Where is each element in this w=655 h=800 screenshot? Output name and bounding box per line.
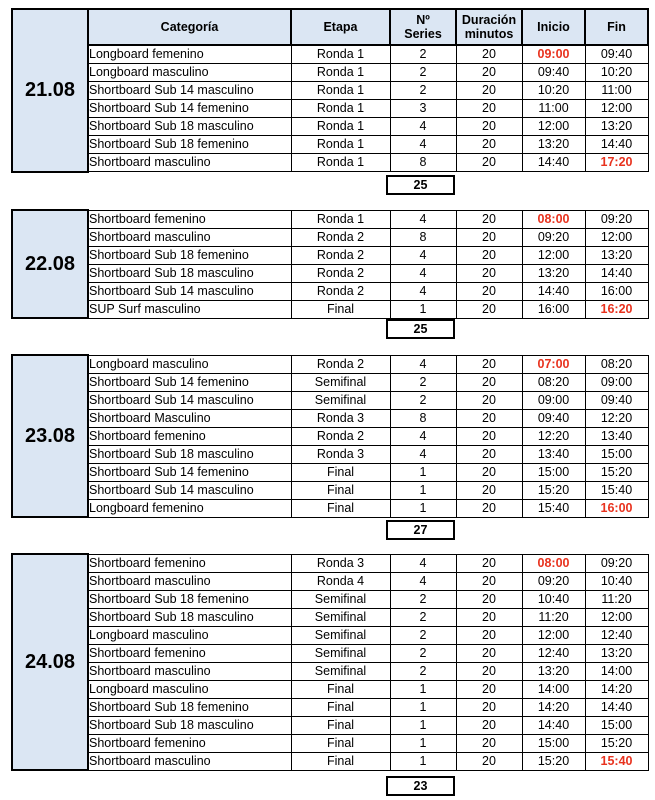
start-time-cell: 09:00 (522, 45, 585, 64)
series-cell: 2 (390, 644, 456, 662)
category-cell: Shortboard Sub 14 femenino (88, 463, 291, 481)
end-time-cell: 13:20 (585, 118, 648, 136)
start-time-cell: 15:20 (522, 752, 585, 770)
end-time-cell: 15:00 (585, 716, 648, 734)
end-time-cell: 16:00 (585, 282, 648, 300)
day-block (11, 8, 647, 173)
category-cell: Shortboard Sub 18 femenino (88, 590, 291, 608)
header-categoria (88, 9, 291, 45)
table-row (12, 608, 648, 626)
duration-cell: 20 (456, 409, 522, 427)
stage-cell: Ronda 1 (291, 64, 390, 82)
end-time-cell: 15:40 (585, 752, 648, 770)
table-row (12, 300, 648, 318)
duration-cell: 20 (456, 64, 522, 82)
table-row (12, 391, 648, 409)
start-time-cell: 14:00 (522, 680, 585, 698)
end-time-cell: 12:00 (585, 100, 648, 118)
stage-cell: Semifinal (291, 662, 390, 680)
stage-cell: Ronda 1 (291, 136, 390, 154)
header-etapa-text: Etapa (323, 20, 358, 34)
category-cell: Shortboard Sub 18 femenino (88, 698, 291, 716)
end-time-cell: 08:20 (585, 355, 648, 373)
table-row (12, 572, 648, 590)
header-series-text: Nº (416, 13, 430, 27)
table-row (12, 626, 648, 644)
stage-cell: Ronda 2 (291, 246, 390, 264)
end-time-cell: 14:40 (585, 264, 648, 282)
day-date: 24.08 (12, 554, 88, 770)
stage-cell: Ronda 3 (291, 409, 390, 427)
table-row (12, 481, 648, 499)
start-time-cell: 15:00 (522, 734, 585, 752)
category-cell: Shortboard Sub 18 femenino (88, 136, 291, 154)
series-cell: 4 (390, 210, 456, 228)
category-cell: Shortboard femenino (88, 554, 291, 572)
stage-cell: Ronda 2 (291, 264, 390, 282)
series-cell: 1 (390, 300, 456, 318)
start-time-cell: 11:20 (522, 608, 585, 626)
duration-cell: 20 (456, 154, 522, 172)
category-cell: Shortboard masculino (88, 228, 291, 246)
category-cell: Shortboard Sub 18 masculino (88, 118, 291, 136)
start-time-cell: 09:20 (522, 572, 585, 590)
category-cell: Shortboard femenino (88, 644, 291, 662)
stage-cell: Final (291, 300, 390, 318)
table-row (12, 644, 648, 662)
duration-cell: 20 (456, 626, 522, 644)
stage-cell: Ronda 1 (291, 210, 390, 228)
table-row (12, 698, 648, 716)
end-time-cell: 15:40 (585, 481, 648, 499)
start-time-cell: 14:40 (522, 716, 585, 734)
series-cell: 8 (390, 409, 456, 427)
category-cell: Shortboard Sub 14 masculino (88, 391, 291, 409)
header-duracion-text: Duración (461, 13, 517, 27)
end-time-cell: 12:00 (585, 608, 648, 626)
header-fin-text: Fin (607, 20, 626, 34)
category-cell: Shortboard Sub 14 femenino (88, 100, 291, 118)
series-cell: 2 (390, 662, 456, 680)
end-time-cell: 09:20 (585, 210, 648, 228)
end-time-cell: 15:20 (585, 463, 648, 481)
series-cell: 4 (390, 264, 456, 282)
table-row (12, 680, 648, 698)
start-time-cell: 12:20 (522, 427, 585, 445)
header-etapa (291, 9, 390, 45)
header-fin (585, 9, 648, 45)
table-row (12, 427, 648, 445)
end-time-cell: 12:40 (585, 626, 648, 644)
stage-cell: Semifinal (291, 608, 390, 626)
series-cell: 1 (390, 680, 456, 698)
category-cell: Shortboard femenino (88, 734, 291, 752)
start-time-cell: 11:00 (522, 100, 585, 118)
start-time-cell: 13:20 (522, 662, 585, 680)
start-time-cell: 15:20 (522, 481, 585, 499)
series-cell: 2 (390, 373, 456, 391)
stage-cell: Ronda 1 (291, 82, 390, 100)
start-time-cell: 12:00 (522, 246, 585, 264)
end-time-cell: 17:20 (585, 154, 648, 172)
duration-cell: 20 (456, 662, 522, 680)
category-cell: Shortboard Masculino (88, 409, 291, 427)
table-row (12, 118, 648, 136)
table-row (12, 100, 648, 118)
table-row (12, 282, 648, 300)
duration-cell: 20 (456, 734, 522, 752)
start-time-cell: 16:00 (522, 300, 585, 318)
duration-cell: 20 (456, 680, 522, 698)
series-total: 25 (386, 175, 455, 195)
end-time-cell: 16:00 (585, 499, 648, 517)
table-row (12, 264, 648, 282)
category-cell: Longboard femenino (88, 45, 291, 64)
table-row (12, 82, 648, 100)
series-cell: 8 (390, 154, 456, 172)
start-time-cell: 08:20 (522, 373, 585, 391)
start-time-cell: 13:20 (522, 264, 585, 282)
category-cell: Shortboard Sub 18 masculino (88, 264, 291, 282)
schedule-table (11, 209, 649, 319)
end-time-cell: 13:40 (585, 427, 648, 445)
day-block (11, 354, 647, 518)
end-time-cell: 11:20 (585, 590, 648, 608)
header-row (12, 9, 648, 45)
stage-cell: Final (291, 716, 390, 734)
start-time-cell: 14:40 (522, 282, 585, 300)
end-time-cell: 10:20 (585, 64, 648, 82)
stage-cell: Semifinal (291, 644, 390, 662)
stage-cell: Final (291, 481, 390, 499)
duration-cell: 20 (456, 572, 522, 590)
duration-cell: 20 (456, 45, 522, 64)
end-time-cell: 09:40 (585, 45, 648, 64)
start-time-cell: 14:20 (522, 698, 585, 716)
duration-cell: 20 (456, 716, 522, 734)
category-cell: Longboard femenino (88, 499, 291, 517)
start-time-cell: 15:40 (522, 499, 585, 517)
start-time-cell: 09:00 (522, 391, 585, 409)
duration-cell: 20 (456, 554, 522, 572)
duration-cell: 20 (456, 463, 522, 481)
start-time-cell: 13:20 (522, 136, 585, 154)
series-cell: 2 (390, 626, 456, 644)
stage-cell: Final (291, 752, 390, 770)
category-cell: Shortboard femenino (88, 210, 291, 228)
duration-cell: 20 (456, 752, 522, 770)
start-time-cell: 13:40 (522, 445, 585, 463)
table-row (12, 210, 648, 228)
table-row (12, 716, 648, 734)
stage-cell: Ronda 1 (291, 118, 390, 136)
series-cell: 4 (390, 554, 456, 572)
end-time-cell: 15:20 (585, 734, 648, 752)
end-time-cell: 16:20 (585, 300, 648, 318)
day-date: 21.08 (12, 9, 88, 172)
stage-cell: Semifinal (291, 626, 390, 644)
category-cell: Shortboard Sub 14 masculino (88, 282, 291, 300)
start-time-cell: 07:00 (522, 355, 585, 373)
start-time-cell: 08:00 (522, 210, 585, 228)
end-time-cell: 14:20 (585, 680, 648, 698)
header-duracion (456, 9, 522, 45)
category-cell: SUP Surf masculino (88, 300, 291, 318)
table-row (12, 463, 648, 481)
end-time-cell: 13:20 (585, 246, 648, 264)
series-cell: 2 (390, 82, 456, 100)
table-row (12, 590, 648, 608)
end-time-cell: 14:00 (585, 662, 648, 680)
category-cell: Shortboard Sub 14 femenino (88, 373, 291, 391)
duration-cell: 20 (456, 136, 522, 154)
series-cell: 1 (390, 698, 456, 716)
end-time-cell: 12:20 (585, 409, 648, 427)
day-date: 23.08 (12, 355, 88, 517)
table-row (12, 752, 648, 770)
table-row (12, 45, 648, 64)
stage-cell: Final (291, 499, 390, 517)
table-row (12, 445, 648, 463)
header-series-text: Series (404, 27, 442, 41)
table-row (12, 662, 648, 680)
table-row (12, 136, 648, 154)
duration-cell: 20 (456, 481, 522, 499)
series-cell: 4 (390, 355, 456, 373)
stage-cell: Final (291, 734, 390, 752)
start-time-cell: 08:00 (522, 554, 585, 572)
duration-cell: 20 (456, 445, 522, 463)
duration-cell: 20 (456, 391, 522, 409)
duration-cell: 20 (456, 427, 522, 445)
day-block (11, 553, 647, 771)
stage-cell: Ronda 2 (291, 228, 390, 246)
end-time-cell: 14:40 (585, 698, 648, 716)
start-time-cell: 12:00 (522, 118, 585, 136)
schedule-table (11, 8, 649, 173)
series-cell: 4 (390, 118, 456, 136)
series-total: 25 (386, 319, 455, 339)
series-cell: 8 (390, 228, 456, 246)
end-time-cell: 13:20 (585, 644, 648, 662)
stage-cell: Final (291, 463, 390, 481)
stage-cell: Ronda 3 (291, 445, 390, 463)
duration-cell: 20 (456, 644, 522, 662)
stage-cell: Ronda 2 (291, 355, 390, 373)
header-duracion-text: minutos (464, 27, 514, 41)
end-time-cell: 12:00 (585, 228, 648, 246)
end-time-cell: 09:20 (585, 554, 648, 572)
duration-cell: 20 (456, 282, 522, 300)
series-cell: 2 (390, 391, 456, 409)
day-block (11, 209, 647, 319)
table-row (12, 373, 648, 391)
header-categoria-text: Categoría (160, 20, 219, 34)
duration-cell: 20 (456, 228, 522, 246)
series-cell: 1 (390, 481, 456, 499)
category-cell: Shortboard masculino (88, 572, 291, 590)
category-cell: Shortboard femenino (88, 427, 291, 445)
header-series (390, 9, 456, 45)
header-inicio (522, 9, 585, 45)
category-cell: Longboard masculino (88, 355, 291, 373)
series-cell: 4 (390, 572, 456, 590)
table-row (12, 64, 648, 82)
series-total: 23 (386, 776, 455, 796)
duration-cell: 20 (456, 590, 522, 608)
stage-cell: Ronda 4 (291, 572, 390, 590)
table-row (12, 409, 648, 427)
stage-cell: Ronda 2 (291, 427, 390, 445)
start-time-cell: 15:00 (522, 463, 585, 481)
series-cell: 2 (390, 64, 456, 82)
category-cell: Shortboard Sub 18 masculino (88, 608, 291, 626)
series-cell: 3 (390, 100, 456, 118)
table-row (12, 228, 648, 246)
header-inicio-text: Inicio (537, 20, 570, 34)
category-cell: Shortboard Sub 18 masculino (88, 445, 291, 463)
start-time-cell: 14:40 (522, 154, 585, 172)
stage-cell: Ronda 1 (291, 100, 390, 118)
category-cell: Shortboard Sub 18 masculino (88, 716, 291, 734)
category-cell: Shortboard Sub 14 masculino (88, 481, 291, 499)
stage-cell: Ronda 1 (291, 154, 390, 172)
table-row (12, 734, 648, 752)
end-time-cell: 09:00 (585, 373, 648, 391)
series-cell: 4 (390, 136, 456, 154)
duration-cell: 20 (456, 100, 522, 118)
category-cell: Shortboard masculino (88, 154, 291, 172)
category-cell: Shortboard masculino (88, 662, 291, 680)
end-time-cell: 10:40 (585, 572, 648, 590)
series-cell: 4 (390, 427, 456, 445)
duration-cell: 20 (456, 300, 522, 318)
duration-cell: 20 (456, 82, 522, 100)
stage-cell: Semifinal (291, 373, 390, 391)
series-cell: 1 (390, 463, 456, 481)
series-cell: 2 (390, 45, 456, 64)
category-cell: Longboard masculino (88, 64, 291, 82)
series-total: 27 (386, 520, 455, 540)
stage-cell: Final (291, 698, 390, 716)
start-time-cell: 09:40 (522, 64, 585, 82)
table-row (12, 154, 648, 172)
start-time-cell: 10:40 (522, 590, 585, 608)
duration-cell: 20 (456, 373, 522, 391)
day-date: 22.08 (12, 210, 88, 318)
table-row (12, 355, 648, 373)
duration-cell: 20 (456, 210, 522, 228)
series-cell: 4 (390, 445, 456, 463)
table-row (12, 246, 648, 264)
table-row (12, 499, 648, 517)
series-cell: 2 (390, 590, 456, 608)
duration-cell: 20 (456, 698, 522, 716)
stage-cell: Semifinal (291, 590, 390, 608)
series-cell: 4 (390, 246, 456, 264)
series-cell: 1 (390, 734, 456, 752)
duration-cell: 20 (456, 608, 522, 626)
start-time-cell: 12:40 (522, 644, 585, 662)
end-time-cell: 09:40 (585, 391, 648, 409)
series-cell: 4 (390, 282, 456, 300)
series-cell: 2 (390, 608, 456, 626)
stage-cell: Semifinal (291, 391, 390, 409)
category-cell: Shortboard Sub 18 femenino (88, 246, 291, 264)
category-cell: Shortboard Sub 14 masculino (88, 82, 291, 100)
stage-cell: Final (291, 680, 390, 698)
start-time-cell: 09:20 (522, 228, 585, 246)
table-row (12, 554, 648, 572)
category-cell: Shortboard masculino (88, 752, 291, 770)
duration-cell: 20 (456, 118, 522, 136)
schedule-table (11, 354, 649, 518)
start-time-cell: 09:40 (522, 409, 585, 427)
series-cell: 1 (390, 499, 456, 517)
category-cell: Longboard masculino (88, 626, 291, 644)
duration-cell: 20 (456, 355, 522, 373)
end-time-cell: 15:00 (585, 445, 648, 463)
stage-cell: Ronda 1 (291, 45, 390, 64)
series-cell: 1 (390, 752, 456, 770)
schedule-table (11, 553, 649, 771)
duration-cell: 20 (456, 499, 522, 517)
end-time-cell: 11:00 (585, 82, 648, 100)
end-time-cell: 14:40 (585, 136, 648, 154)
series-cell: 1 (390, 716, 456, 734)
duration-cell: 20 (456, 264, 522, 282)
stage-cell: Ronda 3 (291, 554, 390, 572)
duration-cell: 20 (456, 246, 522, 264)
start-time-cell: 12:00 (522, 626, 585, 644)
stage-cell: Ronda 2 (291, 282, 390, 300)
start-time-cell: 10:20 (522, 82, 585, 100)
category-cell: Longboard masculino (88, 680, 291, 698)
